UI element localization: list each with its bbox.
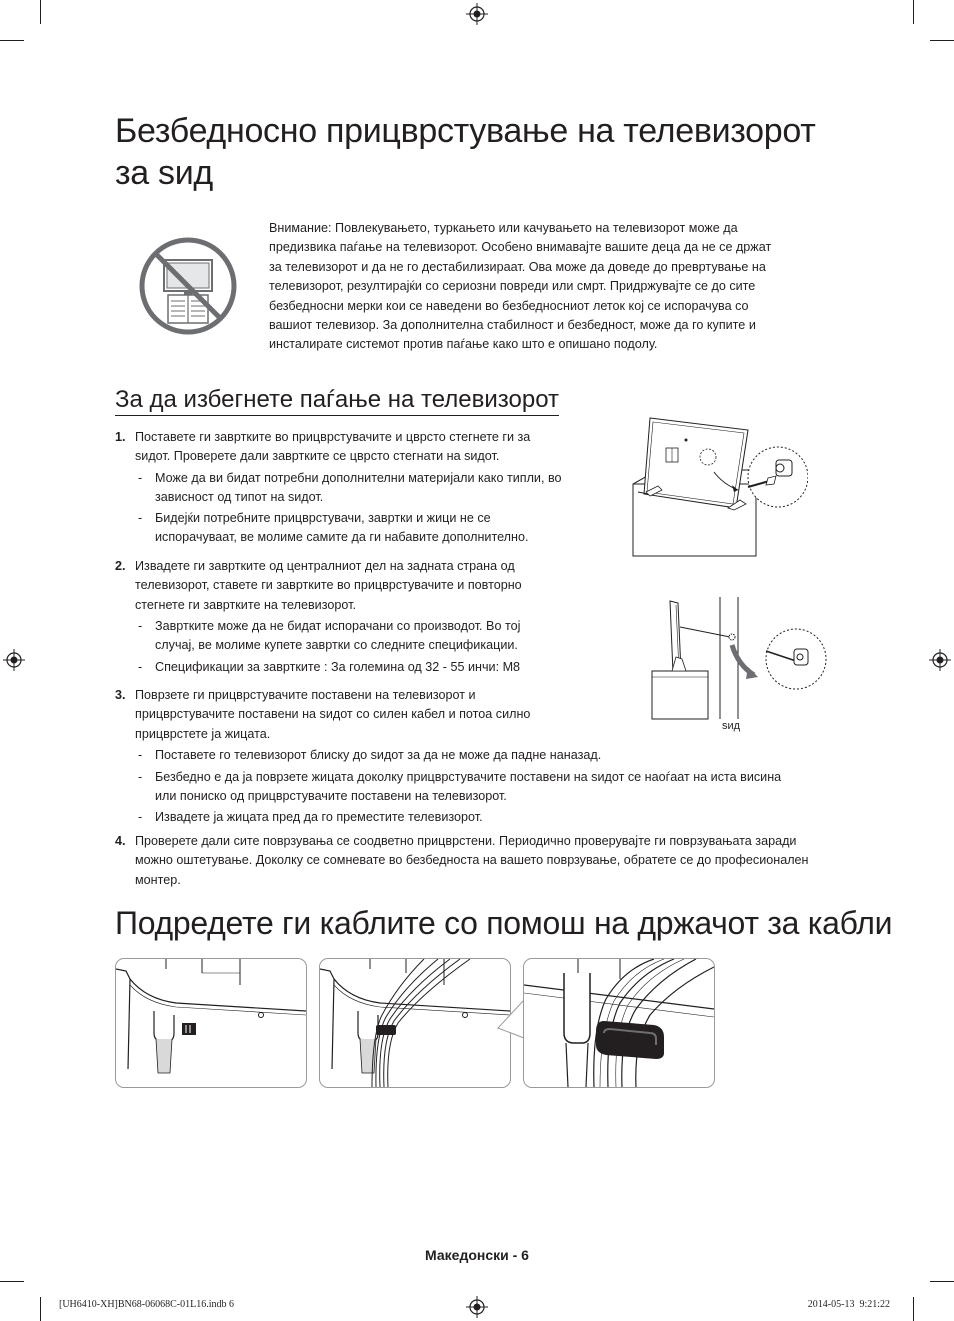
warning-line: вашиот телевизор. За дополнителна стабилност и безбедност, може да го купите и: [269, 318, 756, 333]
cable-holder-panel-2: [319, 958, 511, 1088]
bullet-dash: -: [138, 619, 143, 633]
bullet-line: Завртките може да не бидат испорачани со производот. Во тој: [155, 619, 521, 633]
crop-mark: [0, 1281, 24, 1282]
bullet-line: или пониско од прицврстувачите поставени на телевизорот.: [155, 789, 507, 804]
step-line: можно оштетување. Доколку се сомневате во безбедноста на вашето поврзување, обратете се до професионален: [135, 853, 809, 868]
print-file-info: [UH6410-XH]BN68-06068C-01L16.indb 6: [59, 1299, 234, 1310]
step-line: монтер.: [135, 872, 181, 887]
page-title-continued: за ѕид: [115, 154, 213, 192]
bullet-text: [155, 617, 595, 656]
bullet-text: [155, 746, 855, 765]
crop-mark: [0, 40, 24, 41]
registration-mark-icon: [466, 3, 488, 25]
step-line: Поставете ги завртките во прицврстувачите и цврсто стегнете ги за: [135, 430, 531, 444]
cable-clip-closeup-illustration: [524, 959, 714, 1087]
warning-line: телевизорот, резултирајќи со сериозни повреди или смрт. Придржувајте се до сите: [269, 279, 756, 294]
page-number: Македонски - 6: [425, 1247, 529, 1263]
bullet-text: [155, 808, 855, 827]
bullet-line: Спецификации за завртките : За големина од 32 - 55 инчи: M8: [155, 660, 521, 674]
step-line: прицврстувачите поставени на ѕидот со силен кабел и потоа силно: [135, 707, 531, 722]
crop-mark: [913, 1297, 914, 1321]
step-number: 3.: [115, 688, 126, 702]
step-number: 2.: [115, 559, 126, 573]
step-text: [135, 428, 595, 467]
bullet-line: Може да ви бидат потребни дополнителни материјали како типли, во: [155, 471, 562, 485]
bullet-line: случај, ве молиме купете завртки со следните спецификации.: [155, 638, 518, 653]
step-number: 1.: [115, 430, 126, 444]
step-text: [135, 832, 855, 890]
warning-line: безбедносни мерки кои се наведени во безбедносниот леток кој се испорачува со: [269, 298, 749, 313]
warning-line: предизвика паѓање на телевизорот. Особено внимавајте вашите деца да не се држат: [269, 240, 772, 255]
tv-back-screw-illustration: [628, 412, 808, 562]
crop-mark: [40, 0, 41, 24]
step-number: 4.: [115, 834, 126, 848]
bullet-dash: -: [138, 748, 143, 762]
bullet-text: [155, 469, 595, 508]
warning-line: инсталирате системот против паѓање како што е опишано подолу.: [269, 337, 658, 352]
warning-text: [269, 219, 829, 355]
bullet-text: [155, 658, 595, 677]
wall-label: ѕид: [722, 720, 741, 732]
bullet-line: Бидејќи потребните прицврстувачи, завртки и жици не се: [155, 511, 491, 525]
registration-mark-icon: [929, 649, 951, 671]
bullet-line: Поставете го телевизорот блиску до ѕидот за да не може да падне наназад.: [155, 748, 602, 762]
tv-corner-illustration: [116, 959, 306, 1087]
step-text: [135, 557, 595, 615]
bullet-line: испорачуваат, ве молиме самите да ги набавите дополнително.: [155, 530, 529, 545]
bullet-text: [155, 768, 855, 807]
warning-line: Внимание: Повлекувањето, туркањето или качувањето на телевизорот може да: [269, 221, 738, 235]
bullet-dash: -: [138, 511, 143, 525]
step-text: [135, 686, 595, 744]
cables-routed-illustration: [320, 959, 510, 1087]
warning-line: за телевизорот и да не го дестабилизираат. Ова може да доведе до превртување на: [269, 259, 766, 274]
step-line: Поврзете ги прицврстувачите поставени на телевизорот и: [135, 688, 476, 702]
step-line: телевизорот, ставете ги завртките во прицврстувачите и повторно: [135, 578, 522, 593]
step-line: стегнете ги завртките на телевизорот.: [135, 597, 356, 612]
step-line: Проверете дали сите поврзувања се соодветно прицврстени. Периодично проверувајте ги поврзувањата заради: [135, 834, 797, 848]
cable-section-title: Подредете ги каблите со помош на држачот за кабли: [115, 905, 893, 941]
step-line: ѕидот. Проверете дали завртките се цврсто стегнати на ѕидот.: [135, 449, 500, 464]
bullet-dash: -: [138, 471, 143, 485]
registration-mark-icon: [466, 1296, 488, 1318]
no-tv-on-furniture-icon: [138, 236, 238, 336]
registration-mark-icon: [3, 649, 25, 671]
crop-mark: [913, 0, 914, 24]
bullet-line: Извадете ја жицата пред да го преместите телевизорот.: [155, 810, 483, 824]
bullet-dash: -: [138, 810, 143, 824]
page-title: Безбедносно прицврстување на телевизорот: [115, 112, 816, 150]
cable-holder-panel-3: [523, 958, 715, 1088]
bullet-line: Безбедно е да ја поврзете жицата доколку прицврстувачите поставени на ѕидот се наоѓаат на иста висина: [155, 770, 782, 784]
bullet-text: [155, 509, 595, 548]
step-line: прицврстете ја жицата.: [135, 726, 271, 741]
step-line: Извадете ги завртките од централниот дел на задната страна од: [135, 559, 515, 573]
cable-holder-panel-1: [115, 958, 307, 1088]
crop-mark: [930, 1281, 954, 1282]
section-title: За да избегнете паѓање на телевизорот: [115, 386, 559, 416]
bullet-dash: -: [138, 770, 143, 784]
bullet-dash: -: [138, 660, 143, 674]
crop-mark: [930, 40, 954, 41]
print-timestamp: 2014-05-13 9:21:22: [807, 1299, 890, 1310]
bullet-line: зависност од типот на ѕидот.: [155, 490, 324, 505]
tv-wall-cable-illustration: [648, 597, 828, 737]
zoom-pointer-icon: [496, 1000, 526, 1040]
crop-mark: [40, 1297, 41, 1321]
